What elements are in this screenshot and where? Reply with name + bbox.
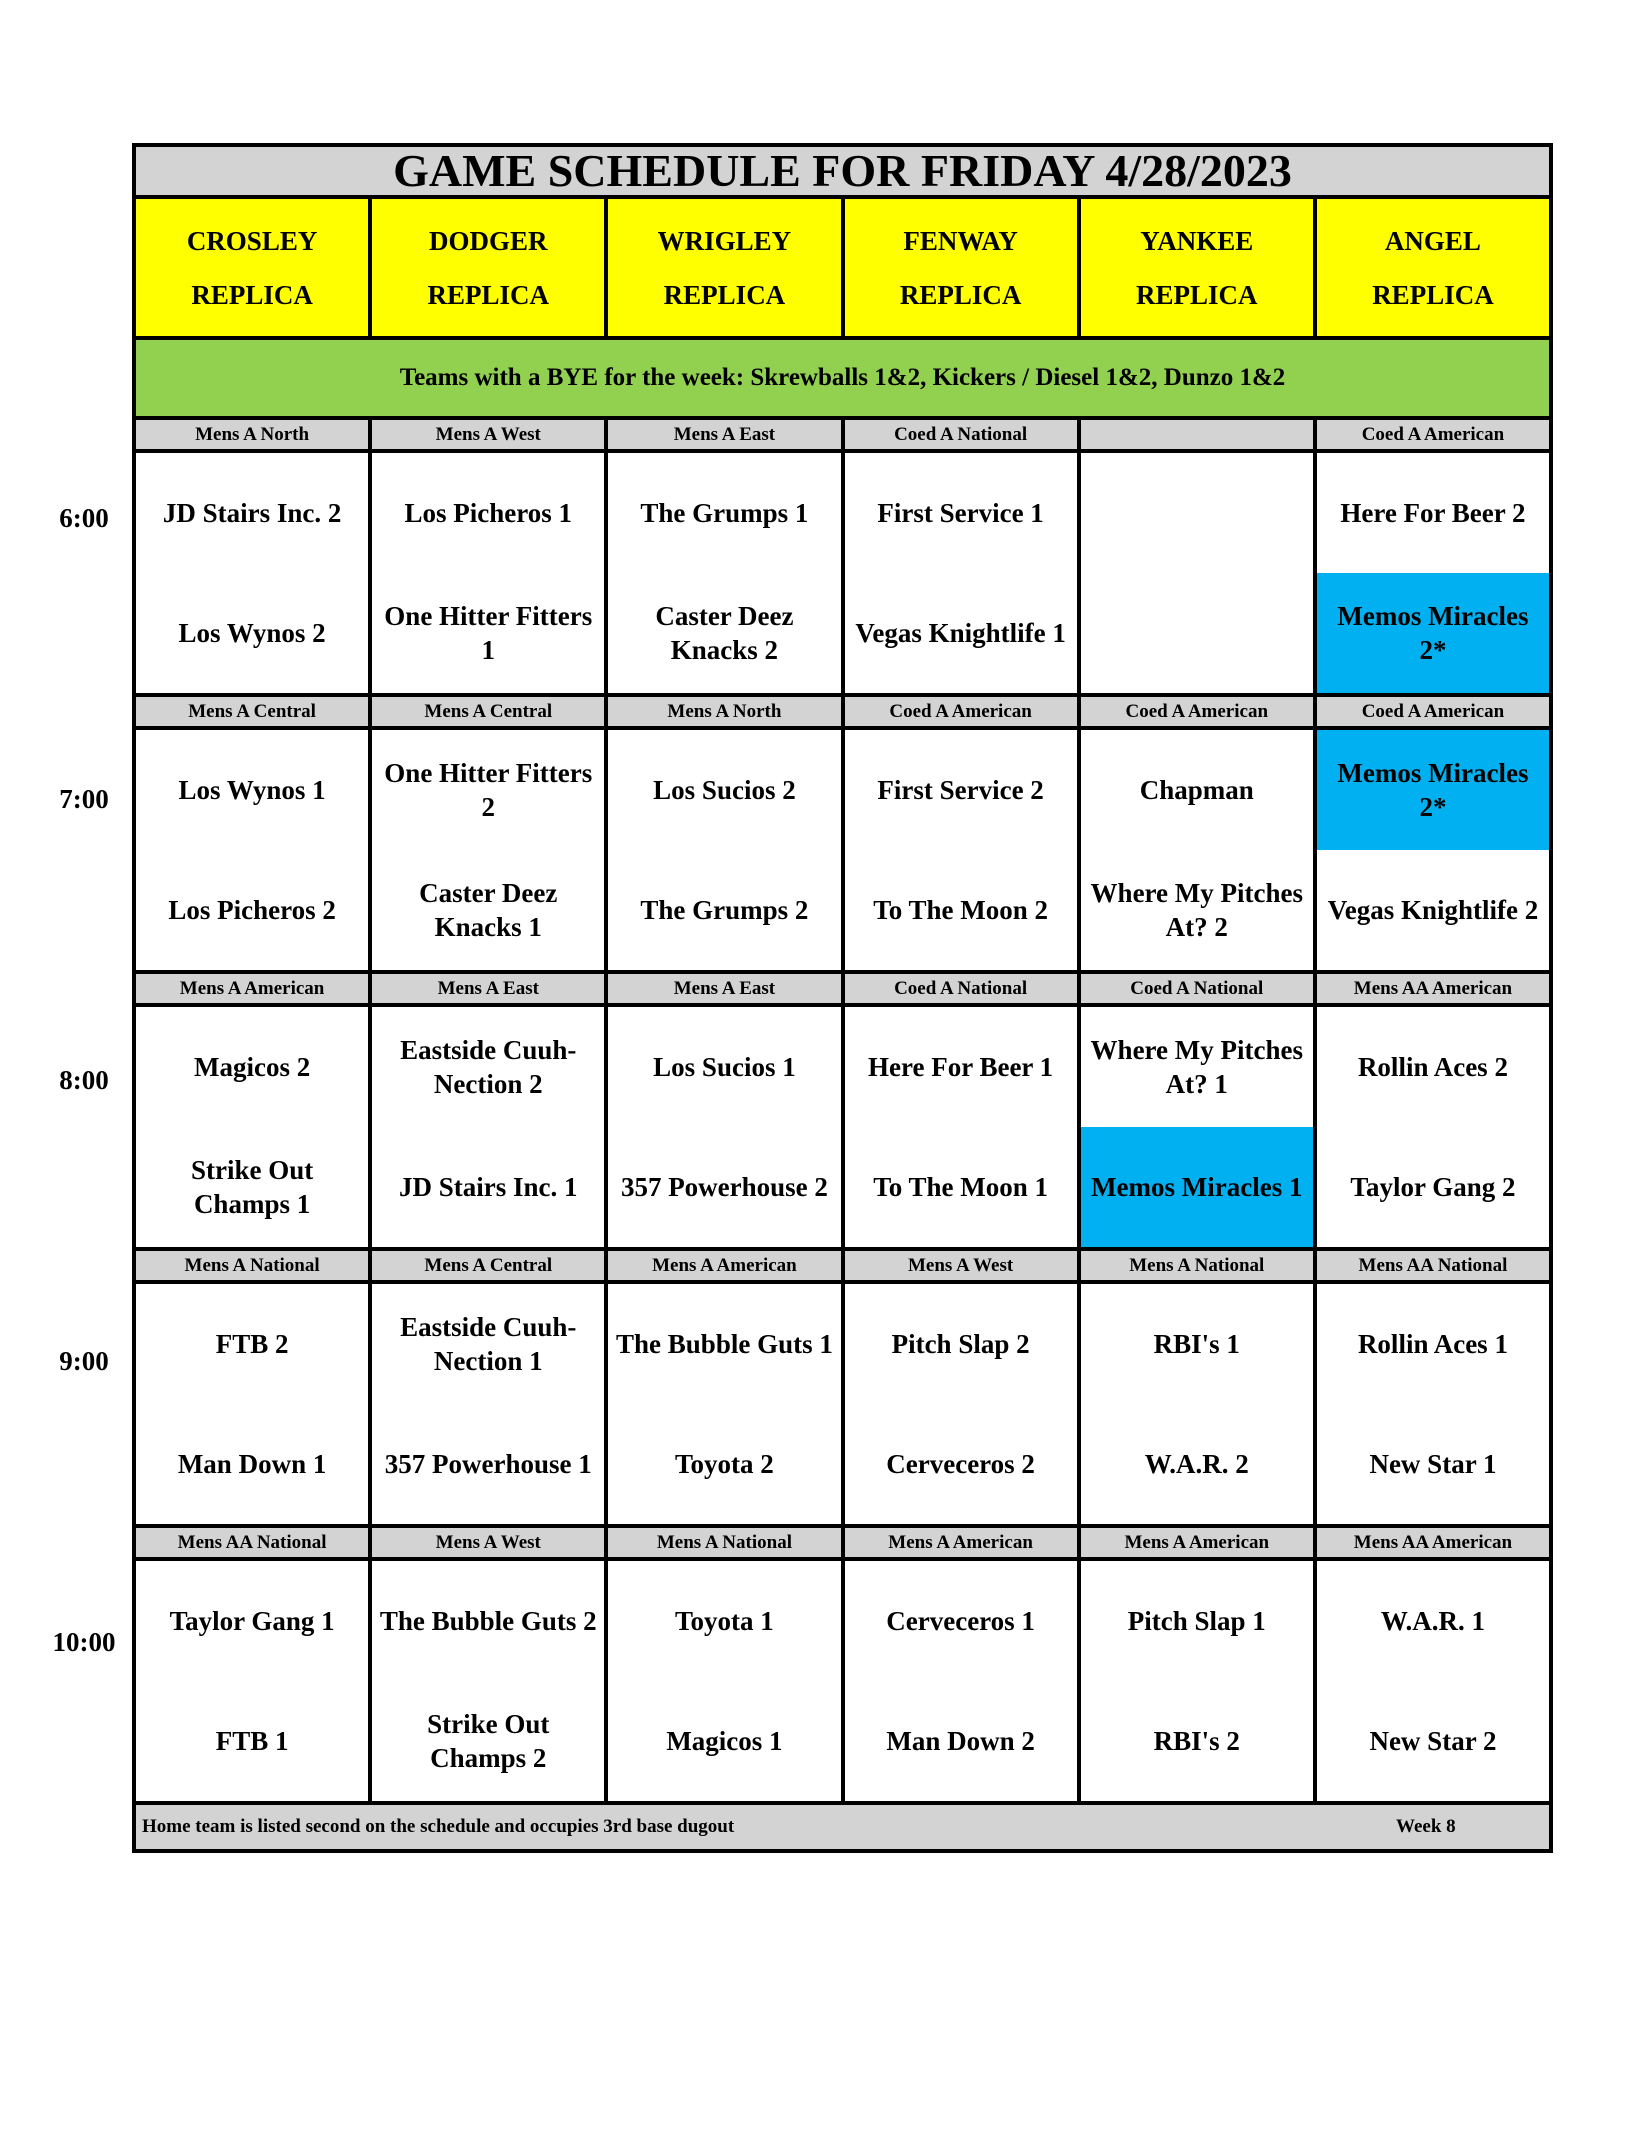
game-cell [845, 453, 1081, 693]
away-team: The Bubble Guts 2 [379, 1606, 597, 1636]
home-team: New Star 2 [1369, 1726, 1497, 1756]
games-row [136, 1284, 1549, 1528]
division-row [136, 974, 1549, 1007]
home-team: 357 Powerhouse 1 [384, 1449, 592, 1479]
time-label: 8:00 [59, 1065, 109, 1095]
field-header [1081, 199, 1317, 336]
field-header [1317, 199, 1549, 336]
game-cell [845, 730, 1081, 970]
division-label: Coed A National [845, 420, 1081, 449]
division-label: Coed A American [845, 697, 1081, 726]
away-team: The Bubble Guts 1 [616, 1329, 833, 1359]
home-team: One Hitter Fitters 1 [384, 601, 593, 665]
time-label: 9:00 [59, 1346, 109, 1376]
time-slots [136, 420, 1549, 1805]
field-header [136, 199, 372, 336]
away-team: Rollin Aces 1 [1357, 1329, 1508, 1359]
game-cell [1081, 1007, 1317, 1247]
division-row [136, 1528, 1549, 1561]
division-label: Mens A Central [372, 697, 608, 726]
home-team: Caster Deez Knacks 2 [655, 601, 794, 665]
games-row [136, 730, 1549, 974]
field-subtitle: REPLICA [1372, 279, 1494, 310]
game-cell [1317, 453, 1549, 693]
game-cell [1081, 730, 1317, 970]
home-team: Where My Pitches At? 2 [1090, 878, 1303, 942]
division-label: Mens AA National [1358, 1254, 1508, 1276]
time-label: 10:00 [52, 1627, 116, 1657]
division-label: Mens A North [136, 420, 372, 449]
away-team: First Service 1 [877, 498, 1044, 528]
game-cell [372, 453, 608, 693]
home-team: FTB 1 [215, 1726, 289, 1756]
home-team: Strike Out Champs 1 [190, 1155, 314, 1219]
division-label: Mens A East [608, 420, 844, 449]
away-team: Magicos 2 [193, 1052, 311, 1082]
division-label: Mens A National [608, 1528, 844, 1557]
game-cell [372, 730, 608, 970]
away-team: Los Picheros 1 [404, 498, 572, 528]
field-name: DODGER [429, 225, 548, 256]
division-label: Mens A West [845, 1251, 1081, 1280]
games-row [136, 453, 1549, 697]
away-team: W.A.R. 1 [1380, 1606, 1485, 1636]
game-cell [136, 1561, 372, 1801]
away-team: Los Wynos 1 [178, 775, 326, 805]
home-team: Taylor Gang 2 [1350, 1172, 1516, 1202]
division-label: Mens A National [1081, 1251, 1317, 1280]
away-team: Where My Pitches At? 1 [1090, 1035, 1303, 1099]
home-team: 357 Powerhouse 2 [620, 1172, 828, 1202]
game-cell [1317, 1007, 1549, 1247]
home-team: JD Stairs Inc. 1 [399, 1172, 578, 1202]
home-team: Vegas Knightlife 2 [1327, 895, 1539, 925]
schedule-table [132, 143, 1553, 1853]
away-team: Eastside Cuuh-Nection 1 [400, 1312, 577, 1376]
game-cell [136, 1007, 372, 1247]
field-name: WRIGLEY [657, 225, 792, 256]
game-cell [372, 1007, 608, 1247]
division-label: Mens A American [1081, 1528, 1317, 1557]
field-header [608, 199, 844, 336]
game-cell [845, 1284, 1081, 1524]
division-label: Coed A American [1361, 423, 1505, 445]
game-cell [1317, 1561, 1549, 1801]
division-label: Mens A Central [136, 697, 372, 726]
away-team: RBI's 1 [1153, 1329, 1240, 1359]
game-cell [845, 1007, 1081, 1247]
division-label: Mens A East [608, 974, 844, 1003]
time-label: 7:00 [59, 784, 109, 814]
division-label: Mens A American [136, 974, 372, 1003]
game-cell [1081, 1284, 1317, 1524]
field-name: ANGEL [1384, 225, 1481, 256]
footer-bar [136, 1805, 1549, 1849]
division-label: Mens AA American [1353, 977, 1513, 999]
division-label: Coed A National [1081, 974, 1317, 1003]
away-team: Eastside Cuuh-Nection 2 [400, 1035, 577, 1099]
field-name: YANKEE [1140, 225, 1254, 256]
field-subtitle: REPLICA [191, 279, 313, 310]
away-team: Cerveceros 1 [886, 1606, 1035, 1636]
week-label: Week 8 [1396, 1816, 1456, 1837]
division-label: Mens A Central [372, 1251, 608, 1280]
field-subtitle: REPLICA [899, 279, 1022, 310]
field-header [845, 199, 1081, 336]
division-label: Coed A National [845, 974, 1081, 1003]
games-row [136, 1561, 1549, 1805]
field-header-row [136, 199, 1549, 340]
division-label: Mens A North [608, 697, 844, 726]
game-cell [845, 1561, 1081, 1801]
division-row [136, 697, 1549, 730]
home-team: Magicos 1 [666, 1726, 783, 1756]
field-header [372, 199, 608, 336]
division-label: Mens A National [136, 1251, 372, 1280]
game-cell [136, 453, 372, 693]
division-label: Mens AA American [1353, 1531, 1513, 1553]
division-label: Coed A American [1081, 697, 1317, 726]
away-team: Chapman [1139, 775, 1254, 805]
away-team: Los Sucios 1 [653, 1052, 796, 1082]
away-team: Here For Beer 1 [868, 1052, 1054, 1082]
division-label: Mens A American [608, 1251, 844, 1280]
home-team: Man Down 1 [177, 1449, 327, 1479]
division-label: Mens A East [372, 974, 608, 1003]
game-cell [1081, 453, 1317, 693]
division-label: Coed A American [1361, 700, 1505, 722]
game-cell [1081, 1561, 1317, 1801]
page-title: GAME SCHEDULE FOR FRIDAY 4/28/2023 [136, 147, 1549, 199]
home-team-note: Home team is listed second on the schedule and occupies 3rd base dugout [142, 1816, 735, 1837]
home-team: Cerveceros 2 [886, 1449, 1035, 1479]
home-team: Strike Out Champs 2 [427, 1709, 550, 1773]
field-name: FENWAY [903, 225, 1018, 256]
home-team: W.A.R. 2 [1144, 1449, 1249, 1479]
game-cell [608, 1007, 844, 1247]
away-team: Los Sucios 2 [653, 775, 796, 805]
game-cell [608, 1561, 844, 1801]
game-cell [608, 730, 844, 970]
home-team: New Star 1 [1369, 1449, 1497, 1479]
away-team: Pitch Slap 1 [1127, 1606, 1266, 1636]
field-subtitle: REPLICA [427, 279, 550, 310]
away-team: One Hitter Fitters 2 [384, 758, 593, 822]
home-team: Memos Miracles 1 [1081, 1127, 1313, 1247]
home-team: Los Wynos 2 [178, 618, 326, 648]
away-team: Toyota 1 [675, 1606, 774, 1636]
away-team: Pitch Slap 2 [891, 1329, 1030, 1359]
game-cell [372, 1561, 608, 1801]
game-cell [1317, 1284, 1549, 1524]
away-team: JD Stairs Inc. 2 [162, 498, 342, 528]
division-label: Mens A West [372, 420, 608, 449]
home-team: RBI's 2 [1153, 1726, 1240, 1756]
game-cell [136, 730, 372, 970]
away-team: Memos Miracles 2* [1317, 730, 1549, 850]
away-team: FTB 2 [215, 1329, 289, 1359]
division-label: Mens AA National [136, 1528, 372, 1557]
division-label: Mens A West [372, 1528, 608, 1557]
field-subtitle: REPLICA [1136, 279, 1258, 310]
home-team: Memos Miracles 2* [1317, 573, 1549, 693]
away-team: Here For Beer 2 [1340, 498, 1526, 528]
time-label: 6:00 [59, 503, 109, 533]
game-cell [1317, 730, 1549, 970]
away-team [1081, 453, 1313, 573]
home-team: Man Down 2 [886, 1726, 1035, 1756]
field-name: CROSLEY [186, 225, 318, 256]
away-team: The Grumps 1 [640, 498, 809, 528]
game-cell [608, 1284, 844, 1524]
away-team: Taylor Gang 1 [169, 1606, 335, 1636]
division-row [136, 1251, 1549, 1284]
division-label: Mens A American [845, 1528, 1081, 1557]
home-team: Vegas Knightlife 1 [855, 618, 1066, 648]
bye-banner: Teams with a BYE for the week: Skrewballs 1&2, Kickers / Diesel 1&2, Dunzo 1&2 [136, 340, 1549, 420]
division-label [1081, 420, 1317, 449]
away-team: First Service 2 [877, 775, 1044, 805]
game-cell [372, 1284, 608, 1524]
home-team [1081, 573, 1313, 693]
home-team: Caster Deez Knacks 1 [419, 878, 558, 942]
home-team: Los Picheros 2 [168, 895, 336, 925]
game-cell [608, 453, 844, 693]
game-cell [136, 1284, 372, 1524]
home-team: Toyota 2 [675, 1449, 774, 1479]
home-team: To The Moon 2 [873, 895, 1048, 925]
home-team: The Grumps 2 [640, 895, 809, 925]
home-team: To The Moon 1 [873, 1172, 1048, 1202]
away-team: Rollin Aces 2 [1357, 1052, 1508, 1082]
field-subtitle: REPLICA [663, 279, 786, 310]
games-row [136, 1007, 1549, 1251]
division-row [136, 420, 1549, 453]
